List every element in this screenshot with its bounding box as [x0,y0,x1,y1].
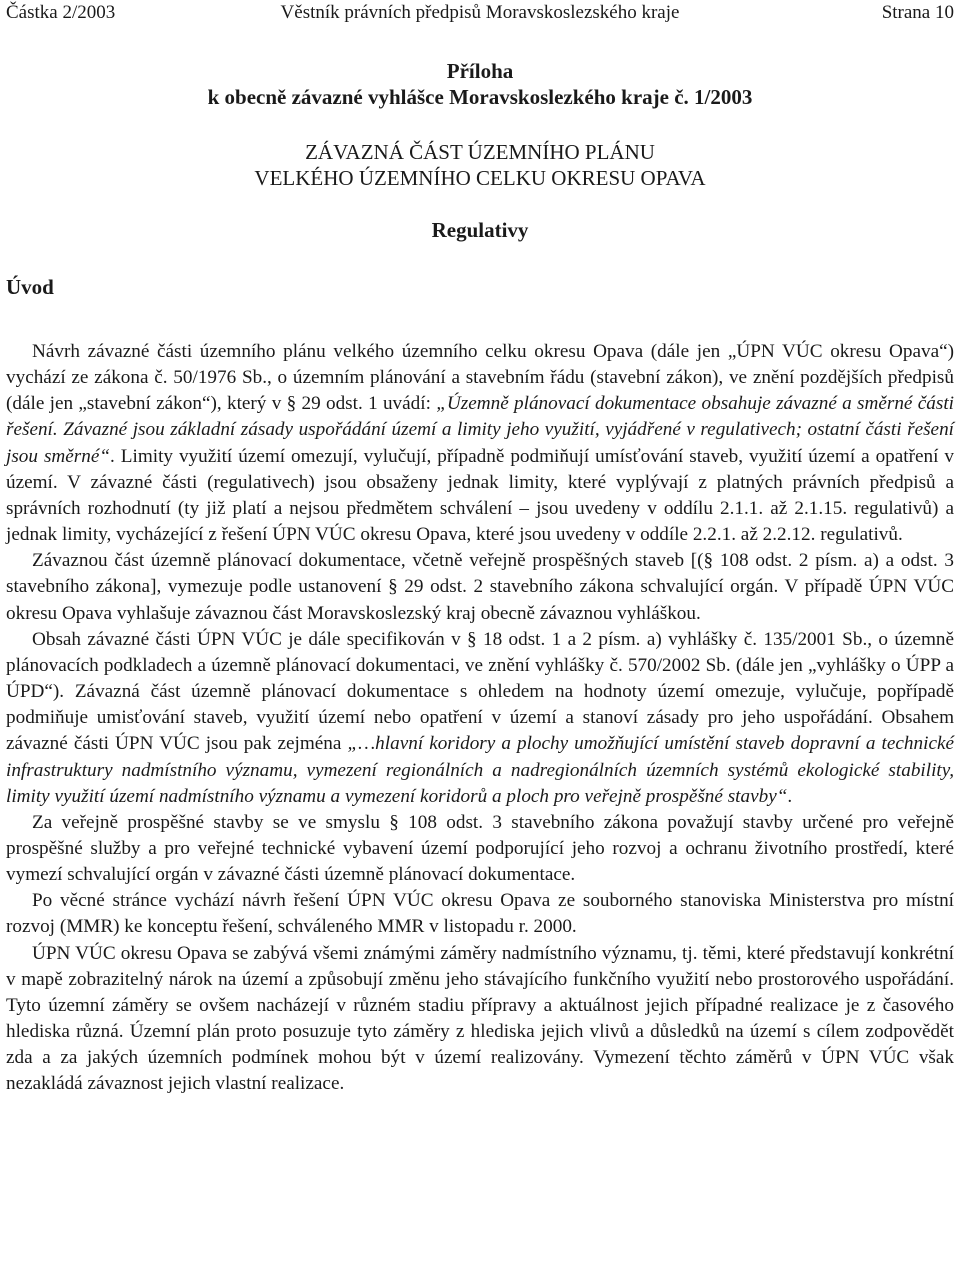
paragraph-3-text: Obsah závazné části ÚPN VÚC je dále specifikován v § 18 odst. 1 a 2 písm. a) vyhlášky č. 135/2001 Sb., o územně plánovacích podkladech a územně plánovací dokumentaci, ve znění vyhlášky č. 570/2002 Sb. (dále jen „vyhlášky o ÚPP a ÚPD“). Závazná část územně plánovací dokumentace s ohledem na hodnoty území omezuje, vylučuje, popřípadě podmiňuje umisťování staveb, využití území nebo opatření v území a stanoví zásady pro jeho uspořádání. Obsahem závazné části ÚPN VÚC jsou pak zejména [6,628,954,755]
body-text [6,339,954,1098]
section-heading: Úvod [6,275,54,299]
paragraph-1-text-cont: . Limity využití území omezují, vylučují, případně podmiňují umísťování staveb, využití území a opatření v území. V závazné části (regulativech) jsou obsaženy jednak limity, které vyplývají z platných právních předpisů a správních rozhodnutí (ty již platí a nejsou předmětem schválení – jsou uvedeny v oddílu 2.1.1. až 2.1.15. regulativů) a jednak limity, vycházející z řešení ÚPN VÚC okresu Opava, které jsou uvedeny v oddíle 2.2.1. až 2.2.12. regulativů. [6,445,954,546]
paragraph-3-text-end: . [787,785,793,807]
title-line-1: ZÁVAZNÁ ČÁST ÚZEMNÍHO PLÁNU [305,140,655,164]
document-subtitle: Regulativy [431,218,529,242]
issue-number: Částka 2/2003 [6,2,116,23]
title-line-2: VELKÉHO ÚZEMNÍHO CELKU OKRESU OPAVA [254,166,706,190]
paragraph-3 [6,627,954,810]
annex-heading [0,58,960,110]
journal-title: Věstník právních předpisů Moravskoslezského kraje [280,2,680,23]
document-title [0,139,960,191]
paragraph-2: Závaznou část územně plánovací dokumentace, včetně veřejně prospěšných staveb [(§ 108 odst. 2 písm. a) a odst. 3 stavebního zákona], vymezuje podle ustanovení § 29 odst. 2 stavebního zákona schvalující orgán. V případě ÚPN VÚC okresu Opava vyhlašuje závaznou část Moravskoslezský kraj obecně závaznou vyhláškou. [6,550,954,624]
paragraph-1-text: Návrh závazné části územního plánu velkého územního celku okresu Opava (dále jen „ÚPN VÚC okresu Opava“) vychází ze zákona č. 50/1976 Sb., o územním plánování a stavebním řádu (stavební zákon), ve znění pozdějších předpisů (dále jen „stavební zákon“), který v § 29 odst. 1 uvádí: [6,341,954,415]
paragraph-4: Za veřejně prospěšné stavby se ve smyslu § 108 odst. 3 stavebního zákona považují stavby určené pro veřejně prospěšné služby a pro veřejné technické vybavení území podporující jeho rozvoj a ochranu životního prostředí, které vymezí schvalující orgán v závazné části územně plánovací dokumentace. [6,811,954,886]
paragraph-5: Po věcné stránce vychází návrh řešení ÚPN VÚC okresu Opava ze souborného stanoviska Ministerstva pro místní rozvoj (MMR) ke konceptu řešení, schváleného MMR v listopadu r. 2000. [6,890,954,938]
annex-reference: k obecně závazné vyhlášce Moravskoslezkého kraje č. 1/2003 [207,85,753,109]
annex-label: Příloha [446,59,514,83]
paragraph-1 [6,339,954,548]
paragraph-1-quote: „Územně plánovací dokumentace obsahuje závazné a směrné části řešení. Závazné jsou základní zásady uspořádání území a limity jeho využití, vyjádřené v regulativech; ostatní části řešení jsou směrné“ [6,393,954,467]
page-number: Strana 10 [881,2,954,23]
paragraph-6: ÚPN VÚC okresu Opava se zabývá všemi známými záměry nadmístního významu, tj. těmi, které představují konkrétní v mapě zobrazitelný nárok na území a způsobují změnu jeho stávajícího funkčního využití nebo prostorového uspořádání. Tyto územní záměry se ovšem nacházejí v různém stadiu přípravy a aktuálnost jejich případné realizace je z časového hlediska různá. Územní plán proto posuzuje tyto záměry z hlediska jejich vlivů a důsledků na území s cílem zodpovědět zda a za jakých územních podmínek mohou být v území realizovány. Vymezení těchto záměrů v ÚPN VÚC však nezakládá závaznost jejich vlastní realizace. [6,942,954,1095]
paragraph-3-quote: „…hlavní koridory a plochy umožňující umístění staveb dopravní a technické infrastruktury nadmístního významu, vymezení regionálních a nadregionálních územních systémů ekologické stability, limity využití území nadmístního významu a vymezení koridorů a ploch pro veřejně prospěšné stavby“ [6,733,954,807]
running-header [6,2,954,28]
